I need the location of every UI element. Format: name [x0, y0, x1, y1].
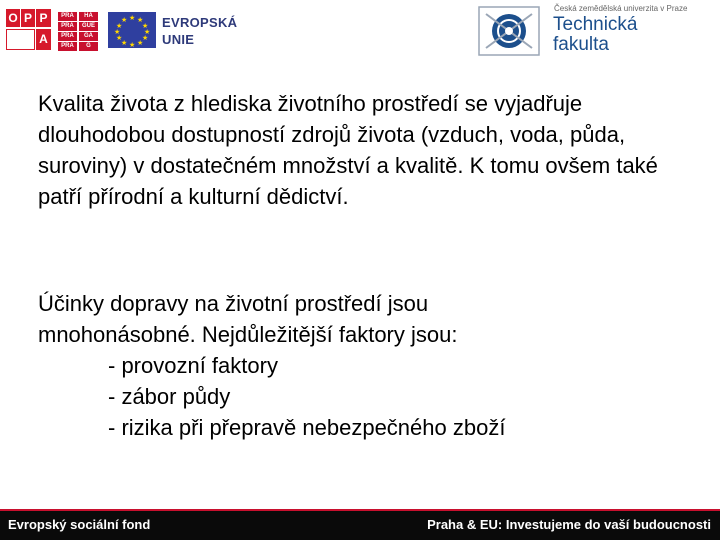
header — [0, 0, 720, 62]
list-item: - provozní faktory — [108, 353, 278, 378]
praha-cell: PRA — [58, 22, 77, 31]
star-icon: ★ — [116, 23, 123, 30]
star-icon: ★ — [129, 42, 136, 49]
opp-letter: P — [36, 9, 51, 27]
star-icon: ★ — [142, 35, 149, 42]
paragraph-quality-of-life: Kvalita života z hlediska životního prostředí se vyjadřuje dlouhodobou dostupností zdrojů života (vzduch, voda, půda, suroviny) v dostatečném množství a kvalitě. K tomu ovšem také patří přírodní a kulturní dědictví. — [38, 91, 658, 209]
footer-divider — [0, 509, 720, 511]
star-icon: ★ — [121, 40, 128, 47]
opp-letter: P — [21, 9, 35, 27]
list-item: - rizika při přepravě nebezpečného zboží — [108, 415, 506, 440]
paragraph-line: Účinky dopravy na životní prostředí jsou — [38, 291, 429, 316]
praha-cell: GUE — [79, 22, 98, 31]
opp-logo — [6, 9, 52, 51]
praha-cell: HA — [79, 12, 98, 21]
praha-cell: PRA — [58, 42, 77, 51]
faculty-name-line2: fakulta — [553, 34, 609, 55]
star-icon: ★ — [137, 17, 144, 24]
star-icon: ★ — [137, 40, 144, 47]
praha-cell: PRA — [58, 32, 77, 41]
faculty-name — [553, 15, 638, 55]
eu-flag-icon — [108, 12, 156, 48]
praha-logo — [58, 12, 98, 52]
praha-cell: PRA — [58, 12, 77, 21]
star-icon: ★ — [142, 23, 149, 30]
footer-right-text: Praha & EU: Investujeme do vaší budoucnosti — [427, 517, 711, 532]
faculty-name-line1: Technická — [553, 14, 638, 35]
list-item: - zábor půdy — [108, 384, 231, 409]
eu-logo-text — [162, 14, 237, 48]
star-icon: ★ — [116, 35, 123, 42]
faculty-university-name: Česká zemědělská univerzita v Praze — [554, 4, 688, 13]
eu-logo-line1: EVROPSKÁ — [162, 15, 238, 30]
star-icon: ★ — [129, 15, 136, 22]
opp-logo-blank — [6, 29, 35, 50]
paragraph-transport-effects — [38, 288, 678, 443]
opp-letter: O — [6, 9, 20, 27]
star-icon: ★ — [121, 17, 128, 24]
slide-content — [38, 88, 678, 440]
star-icon: ★ — [144, 29, 151, 36]
praha-cell: G — [79, 42, 98, 51]
footer — [0, 509, 720, 540]
paragraph-line: mnohonásobné. Nejdůležitější faktory jsou: — [38, 322, 458, 347]
star-icon: ★ — [114, 29, 121, 36]
praha-cell: GA — [79, 32, 98, 41]
eu-logo-line2: UNIE — [162, 32, 195, 47]
footer-left-text: Evropský sociální fond — [8, 517, 151, 532]
opp-letter: A — [36, 29, 51, 50]
faculty-emblem-icon — [478, 6, 540, 56]
